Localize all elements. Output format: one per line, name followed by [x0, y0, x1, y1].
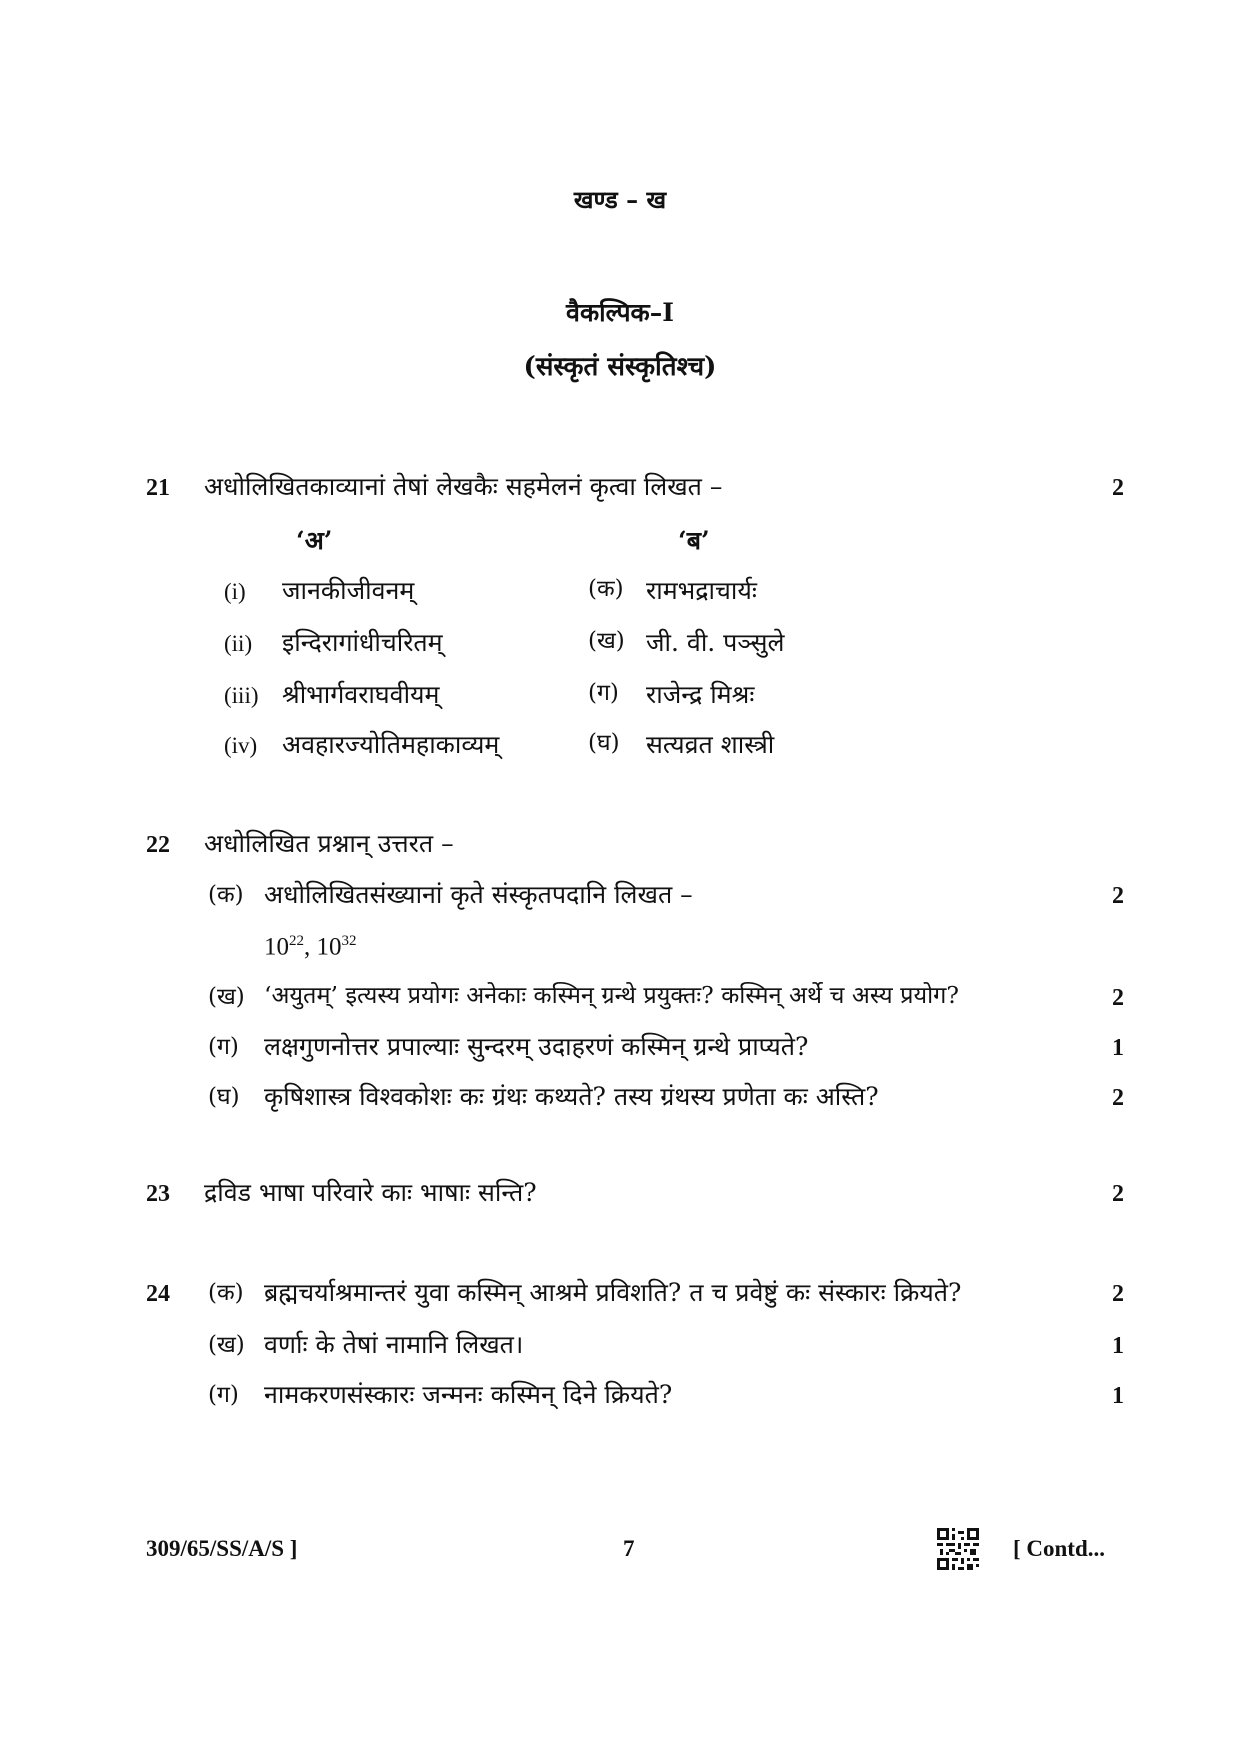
part-marks: 2	[1112, 883, 1124, 909]
match-b-label: (ग)	[588, 680, 619, 706]
contd-label: [ Contd...	[1013, 1536, 1106, 1561]
question-text: अधोलिखितकाव्यानां तेषां लेखकैः सहमेलनं कृत्वा लिखत –	[204, 472, 723, 501]
match-a-text: श्रीभार्गवराघवीयम्	[282, 680, 440, 709]
question-number: 23	[146, 1181, 170, 1207]
match-b-label: (क)	[588, 576, 624, 602]
match-a-text: इन्दिरागांधीचरितम्	[282, 628, 443, 657]
number-expressions: $10^{22}$, $10^{32}$	[264, 933, 357, 961]
question-number: 24	[146, 1281, 170, 1307]
part-marks: 1	[1112, 1333, 1124, 1359]
part-text: ब्रह्मचर्याश्रमान्तरं युवा कस्मिन् आश्रमे प्रविशति? त च प्रवेष्टुं कः संस्कारः क्रियते?	[264, 1278, 962, 1307]
question-marks: 2	[1112, 1181, 1124, 1207]
part-text: वर्णाः के तेषां नामानि लिखत।	[264, 1330, 524, 1359]
part-marks: 1	[1112, 1035, 1124, 1061]
part-marks: 2	[1112, 985, 1124, 1011]
part-label: (क)	[208, 1280, 244, 1306]
part-marks: 1	[1112, 1383, 1124, 1409]
part-label: (घ)	[208, 1084, 240, 1110]
option-subtitle: (संस्कृतं संस्कृतिश्च)	[523, 352, 717, 382]
part-text: नामकरणसंस्कारः जन्मनः कस्मिन् दिने क्रियते?	[264, 1380, 673, 1409]
match-a-label: (iii)	[224, 683, 259, 708]
question-text: द्रविड भाषा परिवारे काः भाषाः सन्ति?	[204, 1178, 537, 1207]
part-marks: 2	[1112, 1085, 1124, 1111]
match-b-text: राजेन्द्र मिश्रः	[646, 680, 755, 709]
match-b-label: (ख)	[588, 628, 625, 654]
match-a-label: (i)	[224, 579, 246, 604]
match-a-label: (ii)	[224, 631, 253, 656]
question-number: 21	[146, 475, 170, 501]
match-b-label: (घ)	[588, 730, 620, 756]
column-a-heading: ‘अ’	[296, 526, 333, 555]
part-text: ‘अयुतम्’ इत्यस्य प्रयोगः अनेकाः कस्मिन् ग्रन्थे प्रयुक्तः? कस्मिन् अर्थे च अस्य प्रयोग?	[264, 981, 960, 1009]
column-b-heading: ‘ब’	[678, 526, 710, 555]
part-text: कृषिशास्त्र विश्वकोशः कः ग्रंथः कथ्यते? तस्य ग्रंथस्य प्रणेता कः अस्ति?	[264, 1082, 879, 1111]
option-title: वैकल्पिक–I	[566, 298, 674, 327]
part-marks: 2	[1112, 1281, 1124, 1307]
part-text: अधोलिखितसंख्यानां कृते संस्कृतपदानि लिखत –	[264, 880, 693, 909]
part-label: (क)	[208, 882, 244, 908]
part-label: (ख)	[208, 1332, 245, 1358]
part-text: लक्षगुणनोत्तर प्रपाल्याः सुन्दरम् उदाहरणं कस्मिन् ग्रन्थे प्राप्यते?	[264, 1032, 809, 1061]
question-marks: 2	[1112, 475, 1124, 501]
part-label: (ग)	[208, 1034, 239, 1060]
page-number: 7	[623, 1536, 635, 1561]
match-b-text: रामभद्राचार्यः	[646, 576, 757, 605]
paper-code: 309/65/SS/A/S ]	[146, 1536, 298, 1561]
match-a-text: जानकीजीवनम्	[282, 576, 415, 605]
part-label: (ग)	[208, 1382, 239, 1408]
section-title: खण्ड – ख	[573, 185, 667, 214]
question-number: 22	[146, 832, 170, 858]
match-b-text: जी. वी. पञ्सुले	[646, 628, 785, 657]
question-text: अधोलिखित प्रश्नान् उत्तरत –	[204, 829, 454, 858]
match-b-text: सत्यव्रत शास्त्री	[646, 730, 775, 759]
qr-code-icon	[937, 1528, 979, 1570]
part-label: (ख)	[208, 984, 245, 1010]
match-a-label: (iv)	[224, 733, 258, 758]
match-a-text: अवहारज्योतिमहाकाव्यम्	[282, 730, 500, 759]
